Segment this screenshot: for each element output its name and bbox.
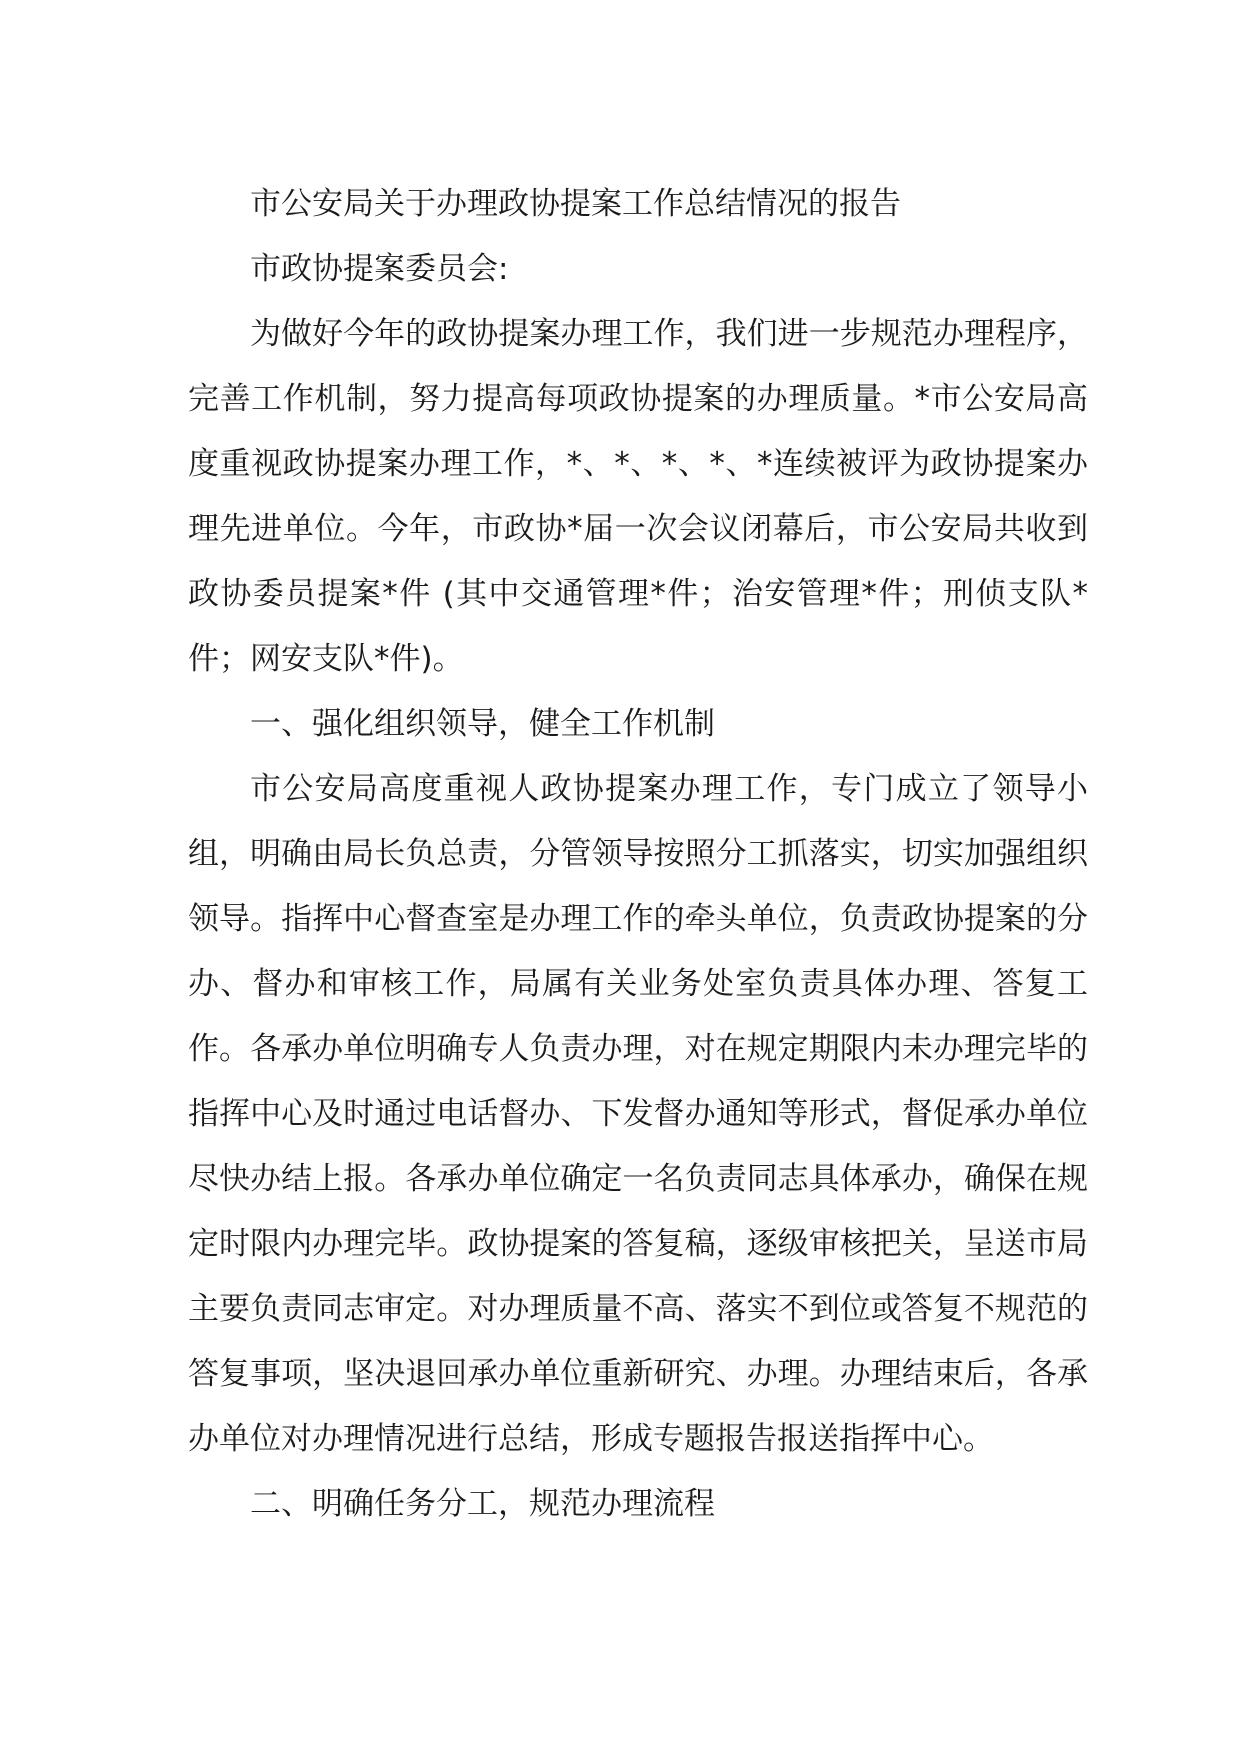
paragraph: 市公安局高度重视人政协提案办理工作，专门成立了领导小组，明确由局长负总责，分管领导按照分工抓落实，切实加强组织领导。指挥中心督查室是办理工作的牵头单位，负责政协提案的分办、督办和审核工作，局属有关业务处室负责具体办理、答复工作。各承办单位明确专人负责办理，对在规定期限内未办理完毕的指挥中心及时通过电话督办、下发督办通知等形式，督促承办单位尽快办结上报。各承办单位确定一名负责同志具体承办，确保在规定时限内办理完毕。政协提案的答复稿，逐级审核把关，呈送市局主要负责同志审定。对办理质量不高、落实不到位或答复不规范的答复事项，坚决退回承办单位重新研究、办理。办理结束后，各承办单位对办理情况进行总结，形成专题报告报送指挥中心。 xyxy=(188,771,1088,1457)
paragraph: 为做好今年的政协提案办理工作，我们进一步规范办理程序，完善工作机制，努力提高每项政协提案的办理质量。*市公安局高度重视政协提案办理工作，*、*、*、*、*连续被评为政协提案办理先进单位。今年，市政协*届一次会议闭幕后，市公安局共收到政协委员提案*件 (其中交通管理*件；治安管理*件；刑侦支队*件；网安支队*件)。 xyxy=(188,316,1088,677)
salutation: 市政协提案委员会: xyxy=(250,251,509,287)
section-heading: 一、强化组织领导，健全工作机制 xyxy=(250,706,715,742)
document-body xyxy=(188,172,1088,1537)
document-title: 市公安局关于办理政协提案工作总结情况的报告 xyxy=(250,186,901,222)
section-heading: 二、明确任务分工，规范办理流程 xyxy=(250,1486,715,1522)
